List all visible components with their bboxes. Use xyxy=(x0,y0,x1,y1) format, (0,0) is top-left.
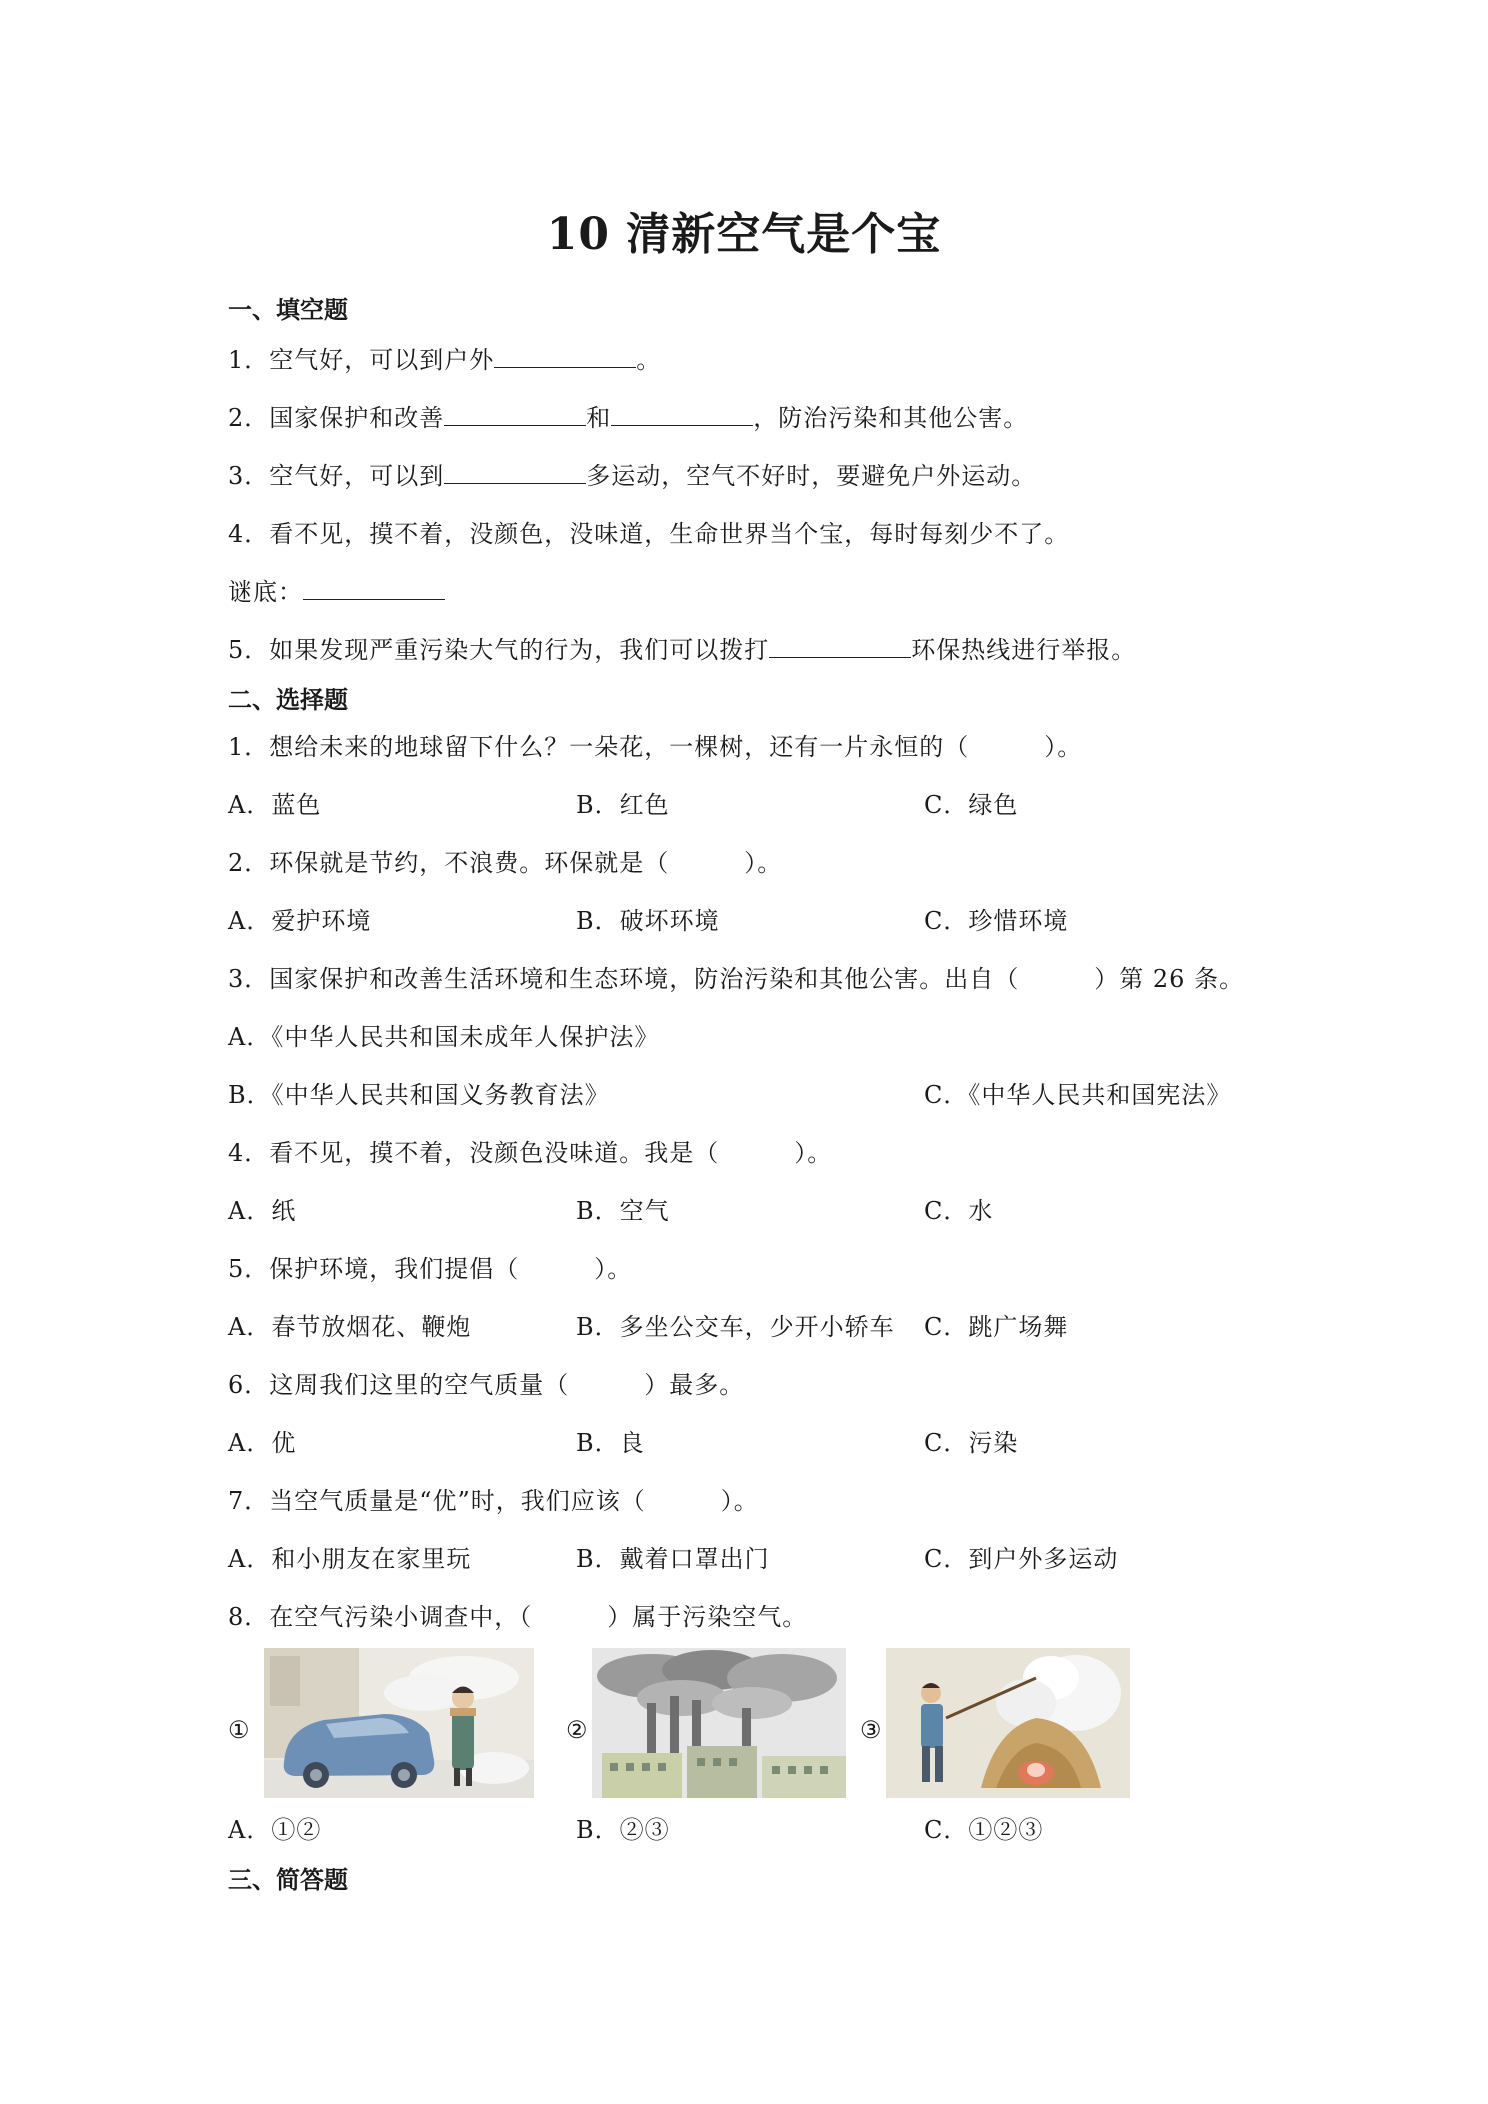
factory-smoke-picture xyxy=(592,1648,846,1798)
choice-q3-stem: 3．国家保护和改善生活环境和生态环境，防治污染和其他公害。出自（ ）第 26 条。 xyxy=(228,965,1245,993)
choice-q5-option-c[interactable]: C．跳广场舞 xyxy=(924,1313,1069,1341)
choice-q2-option-c[interactable]: C．珍惜环境 xyxy=(924,907,1069,935)
fill-q1-blank[interactable] xyxy=(494,345,636,368)
fill-q5 xyxy=(228,630,1136,665)
choice-q8-option-b[interactable]: B．②③ xyxy=(576,1816,670,1844)
choice-q2-option-a[interactable]: A．爱护环境 xyxy=(228,907,372,935)
choice-q6-option-c[interactable]: C．污染 xyxy=(924,1429,1019,1457)
page-title: 10 清新空气是个宝 xyxy=(546,209,942,260)
choice-q3-option-a[interactable]: A．《中华人民共和国未成年人保护法》 xyxy=(228,1023,660,1051)
choice-q1-option-c[interactable]: C．绿色 xyxy=(924,791,1019,819)
choice-q6-option-a[interactable]: A．优 xyxy=(228,1429,297,1457)
fill-q5-pre: 5．如果发现严重污染大气的行为，我们可以拨打 xyxy=(228,636,770,664)
choice-q4-option-c[interactable]: C．水 xyxy=(924,1197,994,1225)
picture-1-marker: ① xyxy=(228,1716,250,1744)
burning-leaves-picture xyxy=(886,1648,1130,1798)
choice-q8-stem: 8．在空气污染小调查中，（ ）属于污染空气。 xyxy=(228,1603,808,1631)
fill-q2-post: ，防治污染和其他公害。 xyxy=(753,404,1029,432)
fill-q3-post: 多运动，空气不好时，要避免户外运动。 xyxy=(586,462,1037,490)
fill-q3-blank[interactable] xyxy=(444,461,586,484)
fill-q1-post: 。 xyxy=(636,346,662,374)
choice-q7-option-b[interactable]: B．戴着口罩出门 xyxy=(576,1545,770,1573)
choice-q2-stem: 2．环保就是节约，不浪费。环保就是（ ）。 xyxy=(228,849,783,877)
fill-q5-blank[interactable] xyxy=(769,635,911,658)
choice-q4-stem: 4．看不见，摸不着，没颜色没味道。我是（ ）。 xyxy=(228,1139,833,1167)
choice-q4-option-a[interactable]: A．纸 xyxy=(228,1197,297,1225)
fill-q5-post: 环保热线进行举报。 xyxy=(911,636,1137,664)
choice-q7-option-c[interactable]: C．到户外多运动 xyxy=(924,1545,1119,1573)
choice-q1-stem: 1．想给未来的地球留下什么？一朵花，一棵树，还有一片永恒的（ ）。 xyxy=(228,733,1083,761)
fill-q4-blank[interactable] xyxy=(303,577,445,600)
choice-q7-stem: 7．当空气质量是“优”时，我们应该（ ）。 xyxy=(228,1487,759,1515)
fill-q4-answer-label: 谜底： xyxy=(228,578,303,606)
picture-2-marker: ② xyxy=(566,1716,588,1744)
fill-q3-pre: 3．空气好，可以到 xyxy=(228,462,445,490)
fill-q1 xyxy=(228,340,661,375)
fill-q2-pre: 2．国家保护和改善 xyxy=(228,404,445,432)
choice-q1-option-b[interactable]: B．红色 xyxy=(576,791,670,819)
fill-q2-blank-1[interactable] xyxy=(444,403,586,426)
choice-q8-option-c[interactable]: C．①②③ xyxy=(924,1816,1044,1844)
choice-q7-option-a[interactable]: A．和小朋友在家里玩 xyxy=(228,1545,472,1573)
fill-q4: 4．看不见，摸不着，没颜色，没味道，生命世界当个宝，每时每刻少不了。 xyxy=(228,520,1070,548)
choice-q1-option-a[interactable]: A．蓝色 xyxy=(228,791,322,819)
choice-q4-option-b[interactable]: B．空气 xyxy=(576,1197,670,1225)
choice-q2-option-b[interactable]: B．破坏环境 xyxy=(576,907,720,935)
choice-q6-option-b[interactable]: B．良 xyxy=(576,1429,645,1457)
choice-q5-option-b[interactable]: B．多坐公交车，少开小轿车 xyxy=(576,1313,895,1341)
section-fill-heading: 一、填空题 xyxy=(228,295,348,324)
section-choice-heading: 二、选择题 xyxy=(228,685,348,714)
fill-q1-pre: 1．空气好，可以到户外 xyxy=(228,346,495,374)
choice-q8-option-a[interactable]: A．①② xyxy=(228,1816,322,1844)
picture-3-marker: ③ xyxy=(860,1716,882,1744)
fill-q2-mid: 和 xyxy=(586,404,612,432)
fill-q2 xyxy=(228,398,1028,433)
choice-q3-option-c[interactable]: C．《中华人民共和国宪法》 xyxy=(924,1081,1232,1109)
choice-q5-stem: 5．保护环境，我们提倡（ ）。 xyxy=(228,1255,633,1283)
choice-q5-option-a[interactable]: A．春节放烟花、鞭炮 xyxy=(228,1313,472,1341)
fill-q2-blank-2[interactable] xyxy=(611,403,753,426)
choice-q3-option-b[interactable]: B．《中华人民共和国义务教育法》 xyxy=(228,1081,610,1109)
car-exhaust-picture xyxy=(264,1648,534,1798)
section-short-heading: 三、简答题 xyxy=(228,1865,348,1894)
fill-q3 xyxy=(228,456,1036,491)
fill-q4-answer xyxy=(228,572,445,607)
choice-q6-stem: 6．这周我们这里的空气质量（ ）最多。 xyxy=(228,1371,745,1399)
